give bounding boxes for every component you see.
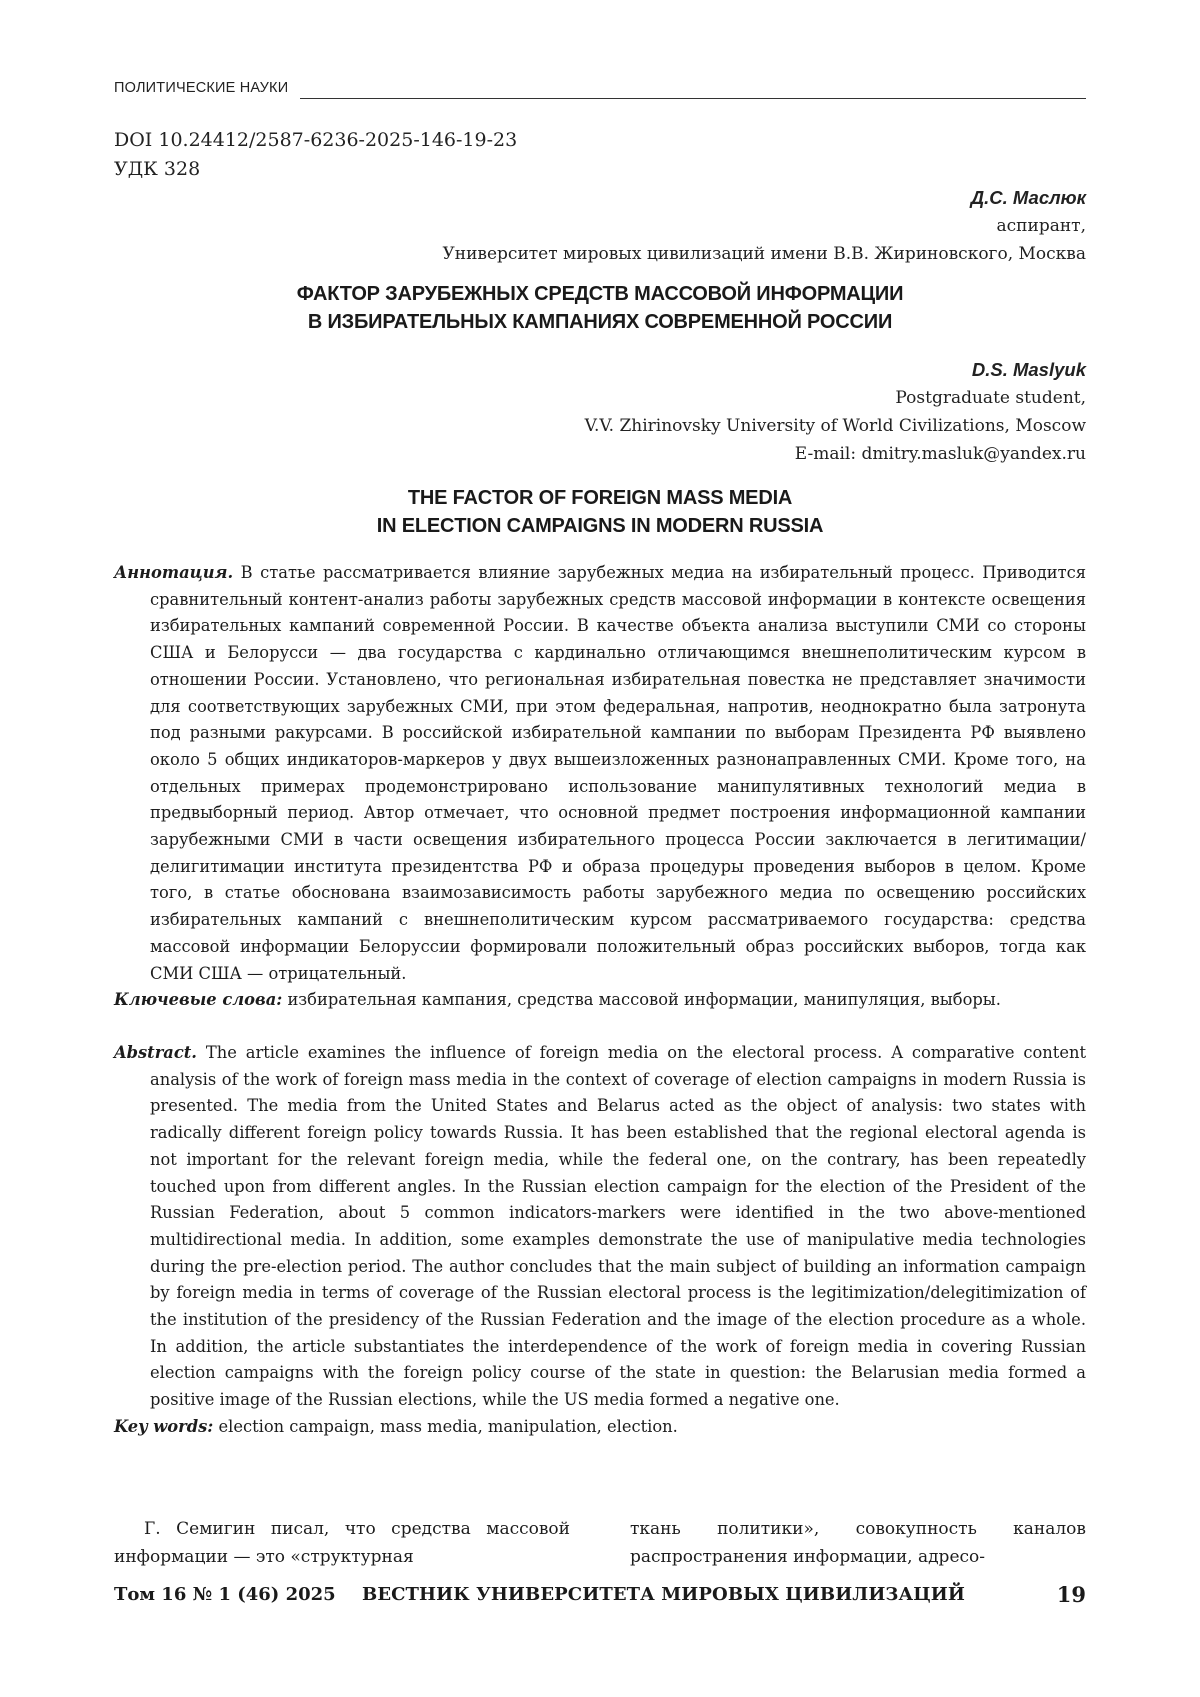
ru-author-block xyxy=(442,184,1086,268)
en-author-email: E-mail: dmitry.masluk@yandex.ru xyxy=(794,444,1086,464)
ru-abstract xyxy=(114,560,1086,987)
en-abstract-text: The article examines the influence of foreign media on the electoral process. A comparative content analysis of the work of foreign mass media in the context of coverage of election campaigns in modern Russia is presented. The media from the United States and Belarus acted as the object of analysis: two states with radically different foreign policy towards Russia. It has been established that the regional electoral agenda is not important for the relevant foreign media, while the federal one, on the contrary, has been repeatedly touched upon from different angles. In the Russian election campaign for the election of the President of the Russian Federation, about 5 common indicators-markers were identified in the two above-mentioned multidirectional media. In addition, some examples demonstrate the use of manipulative media technologies during the pre-election period. The author concludes that the main subject of building an information campaign by foreign media in terms of coverage of the Russian electoral process is the legitimization/delegitimization of the institution of the presidency of the Russian Federation and the image of the election procedure as a whole. In addition, the article substantiates the interdependence of the work of foreign media in covering Russian election campaigns with the foreign policy course of the state in question: the Belarusian media formed a positive image of the Russian elections, while the US media formed a negative one. xyxy=(150,1043,1086,1410)
section-title: ПОЛИТИЧЕСКИЕ НАУКИ xyxy=(114,80,289,96)
header-rule xyxy=(300,98,1086,99)
page-footer xyxy=(114,1584,1086,1614)
ru-author-affiliation: Университет мировых цивилизаций имени В.В. Жириновского, Москва xyxy=(442,244,1086,264)
ru-author-position: аспирант, xyxy=(996,216,1086,236)
article-identifiers xyxy=(114,126,517,184)
ru-article-title xyxy=(114,280,1086,336)
en-author-affiliation: V.V. Zhirinovsky University of World Civilizations, Moscow xyxy=(584,416,1086,436)
en-author-block xyxy=(585,356,1086,468)
doi: DOI 10.24412/2587-6236-2025-146-19-23 xyxy=(114,129,518,151)
en-abstract-section xyxy=(114,1040,1086,1441)
running-header xyxy=(114,74,1086,104)
ru-title-line: В ИЗБИРАТЕЛЬНЫХ КАМПАНИЯХ СОВРЕМЕННОЙ РОССИИ xyxy=(307,311,893,333)
en-author-name: D.S. Maslyuk xyxy=(971,359,1086,380)
journal-name: ВЕСТНИК УНИВЕРСИТЕТА МИРОВЫХ ЦИВИЛИЗАЦИЙ xyxy=(362,1584,965,1605)
ru-title-line: ФАКТОР ЗАРУБЕЖНЫХ СРЕДСТВ МАССОВОЙ ИНФОРМАЦИИ xyxy=(296,283,904,305)
en-abstract xyxy=(114,1040,1086,1414)
en-title-line: THE FACTOR OF FOREIGN MASS MEDIA xyxy=(407,487,793,509)
en-title-line: IN ELECTION CAMPAIGNS IN MODERN RUSSIA xyxy=(376,515,824,537)
ru-abstract-label: Аннотация. xyxy=(114,563,234,582)
en-author-position: Postgraduate student, xyxy=(895,388,1086,408)
en-keywords xyxy=(114,1414,1086,1441)
ru-abstract-text: В статье рассматривается влияние зарубежных медиа на избирательный процесс. Приводится сравнительный контент-анализ работы зарубежных средств массовой информации в контексте освещения избирательных кампаний современной России. В качестве объекта анализа выступили СМИ со стороны США и Белорусси — два государства с кардинально отличающимся внешнеполитическим курсом в отношении России. Установлено, что региональная избирательная повестка не представляет значимости для соответствующих зарубежных СМИ, при этом федеральная, напротив, неоднократно была затронута под разными ракурсами. В российской избирательной кампании по выборам Президента РФ выявлено около 5 общих индикаторов-маркеров у двух вышеизложенных разнонаправленных СМИ. Кроме того, на отдельных примерах продемонстрировано использование манипулятивных технологий медиа в предвыборный период. Автор отмечает, что основной предмет построения информационной кампании зарубежными СМИ в части освещения избирательного процесса России заключается в легитимации/делигитимации института президентства РФ и образа процедуры проведения выборов в целом. Кроме того, в статье обоснована взаимозависимость работы зарубежного медиа по освещению российских избирательных кампаний с внешнеполитическим курсом рассматриваемого государства: средства массовой информации Белоруссии формировали положительный образ российских выборов, тогда как СМИ США — отрицательный. xyxy=(150,563,1086,983)
en-article-title xyxy=(114,484,1086,540)
ru-keywords-label: Ключевые слова: xyxy=(114,990,283,1010)
issue-info: Том 16 № 1 (46) 2025 xyxy=(114,1584,336,1605)
en-abstract-label: Abstract. xyxy=(114,1043,197,1062)
en-keywords-label: Key words: xyxy=(114,1416,214,1436)
ru-keywords-text: избирательная кампания, средства массовой информации, манипуляция, выборы. xyxy=(282,990,1001,1010)
body-column-left: Г. Семигин писал, что средства массовой информации — это «структурная xyxy=(114,1519,570,1567)
ru-author-name: Д.С. Маслюк xyxy=(970,187,1086,208)
ru-keywords xyxy=(114,987,1086,1014)
en-keywords-text: election campaign, mass media, manipulation, election. xyxy=(213,1416,678,1436)
ru-abstract-section xyxy=(114,560,1086,1014)
page-number: 19 xyxy=(1056,1582,1086,1607)
body-column-right: ткань политики», совокупность каналов распространения информации, адресо- xyxy=(630,1519,1086,1567)
udk: УДК 328 xyxy=(114,158,201,180)
